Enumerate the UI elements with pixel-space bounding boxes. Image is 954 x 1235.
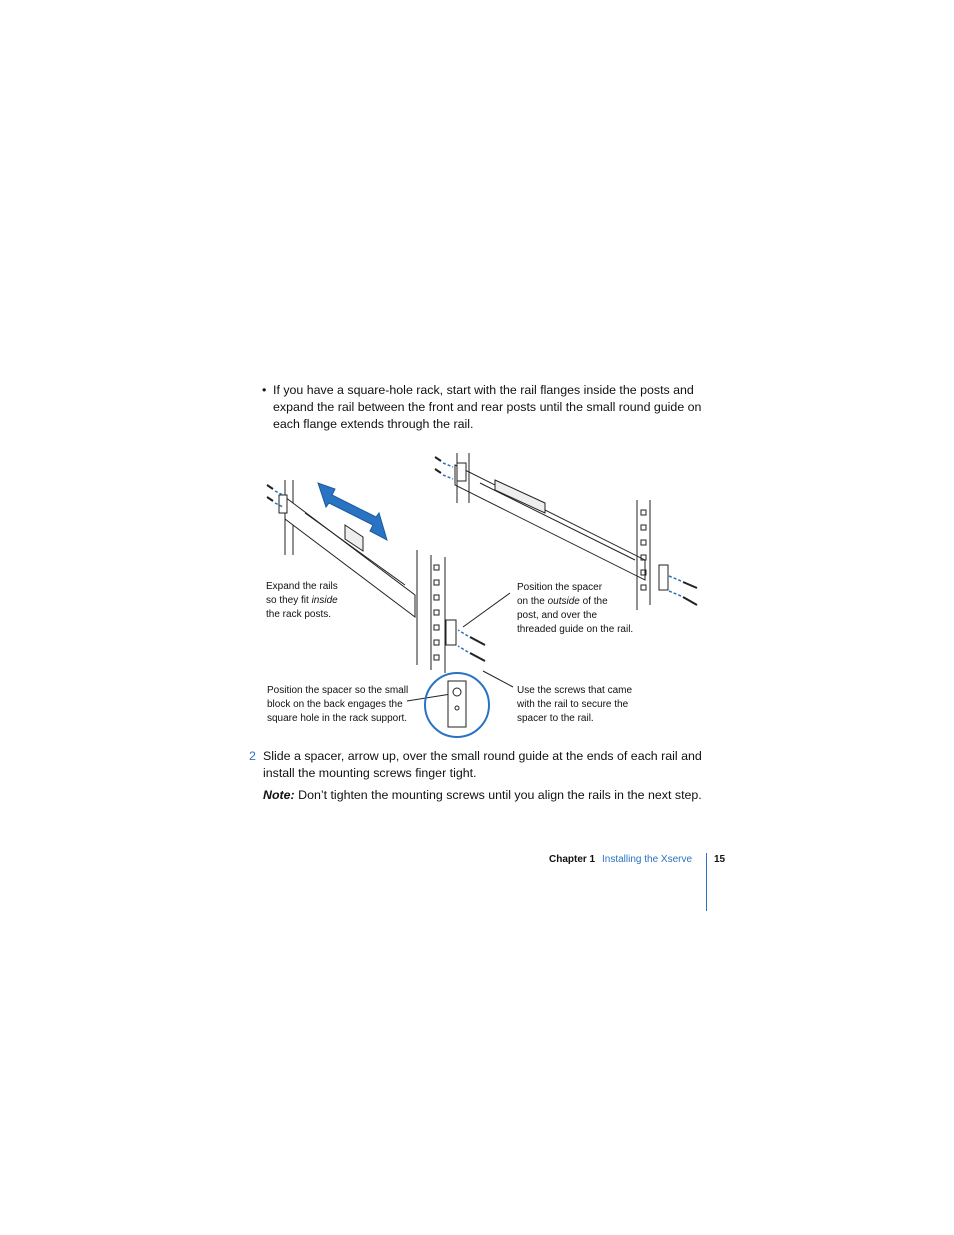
caption-block xyxy=(267,684,408,726)
caption-outside-line2a: on the xyxy=(517,596,548,607)
caption-outside-emphasis: outside xyxy=(547,596,580,607)
footer-divider xyxy=(706,853,707,911)
caption-expand-line2a: so they fit xyxy=(266,595,312,606)
caption-block-line2: block on the back engages the xyxy=(267,699,403,710)
caption-expand-emphasis: inside xyxy=(311,595,338,606)
bullet-text: If you have a square-hole rack, start with the rail flanges inside the posts and expand the rail between the front and rear posts until the small round guide on each flange extends through the rail. xyxy=(273,383,702,431)
caption-outside xyxy=(517,581,633,637)
caption-expand-line3: the rack posts. xyxy=(266,609,332,620)
caption-block-line3: square hole in the rack support. xyxy=(267,713,408,724)
bullet-paragraph xyxy=(262,382,712,433)
caption-screws-line2: with the rail to secure the xyxy=(517,699,629,710)
caption-screws-line1: Use the screws that came xyxy=(517,685,633,696)
caption-block-line1: Position the spacer so the small xyxy=(267,685,409,696)
footer-chapter: Chapter 1 xyxy=(549,854,596,865)
caption-screws xyxy=(517,684,632,726)
rail-installation-figure xyxy=(255,445,705,745)
bullet-marker: • xyxy=(262,383,267,397)
caption-expand xyxy=(266,580,338,622)
step-text: Slide a spacer, arrow up, over the small round guide at the ends of each rail and install the mounting screws finger tight. xyxy=(263,749,702,780)
step-2 xyxy=(249,748,719,782)
caption-expand-line1: Expand the rails xyxy=(266,581,338,592)
note-paragraph xyxy=(263,787,733,804)
caption-outside-line2b: of the xyxy=(579,596,608,607)
caption-outside-line3: post, and over the xyxy=(517,610,598,621)
caption-outside-line4: threaded guide on the rail. xyxy=(517,624,634,635)
footer-chapter-title: Installing the Xserve xyxy=(602,854,693,865)
step-number: 2 xyxy=(249,749,256,763)
page-number: 15 xyxy=(714,854,726,865)
note-label: Note: xyxy=(263,788,295,802)
caption-outside-line1: Position the spacer xyxy=(517,582,603,593)
caption-screws-line3: spacer to the rail. xyxy=(517,713,594,724)
note-text: Don’t tighten the mounting screws until you align the rails in the next step. xyxy=(298,788,702,802)
